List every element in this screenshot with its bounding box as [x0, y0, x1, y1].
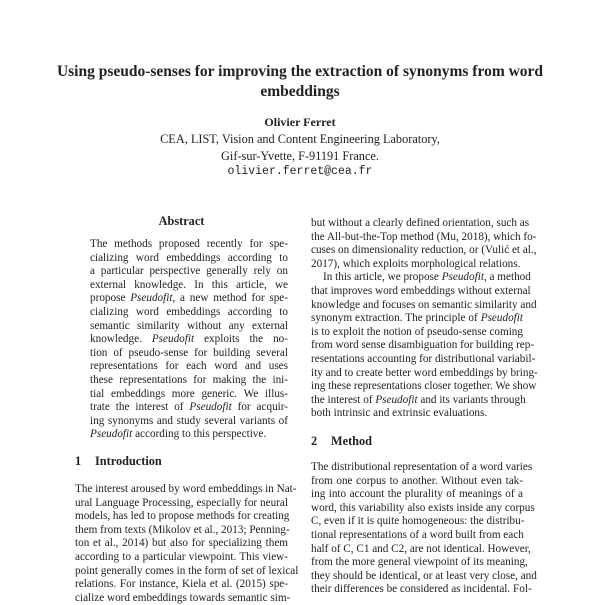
text-line: ing synonyms and study several variants of: [90, 414, 288, 427]
text-line: ing into account the plurality of meanings of a: [311, 488, 523, 501]
text-line: they should be identical, or at least very close, and: [311, 569, 537, 582]
affiliation: [0, 131, 600, 181]
text-line: tial embeddings more generic. We illus-: [90, 387, 288, 400]
text-line: is to exploit the notion of pseudo-sense coming: [311, 325, 523, 338]
author-email: olivier.ferret@cea.fr: [227, 165, 373, 178]
text-line: them from texts (Mikolov et al., 2013; Penning-: [75, 523, 290, 536]
text-line: ural Language Processing, especially for neural: [75, 496, 288, 509]
text-line: cializing word embeddings according to: [90, 305, 288, 318]
text-line: In this article, we propose Pseudofit, a method: [323, 271, 531, 284]
text-line: C, even if it is quite homogeneous: the distribu-: [311, 515, 525, 528]
affiliation-line: CEA, LIST, Vision and Content Engineering Laboratory,: [160, 132, 440, 146]
text-line: ton et al., 2014) but also for specializing them: [75, 537, 288, 550]
text-line: from one corpus to another. Without even tak-: [311, 474, 523, 487]
text-line: but without a clearly defined orientation, such as: [311, 217, 530, 229]
text-line: resentations accounting for distributional variabil-: [311, 352, 536, 365]
text-line: ing these representations closer together. We show: [311, 380, 537, 393]
method-heading: [311, 434, 372, 449]
text-line: 2017), which exploits morphological relations.: [311, 257, 521, 270]
text-line: Pseudofit according to this perspective.: [90, 428, 267, 441]
text-line: The distributional representation of a word varies: [311, 461, 533, 473]
affiliation-line: Gif-sur-Yvette, F-91191 France.: [221, 148, 379, 163]
text-line: cialize word embeddings towards semantic sim-: [75, 591, 291, 604]
text-line: tional representations of a word built from each: [311, 528, 524, 541]
right-column-intro-body: [311, 217, 538, 421]
text-line: knowledge. Pseudofit exploits the no-: [90, 333, 288, 346]
text-line: both intrinsic and extrinsic evaluations.: [311, 407, 488, 420]
text-line: the All-but-the-Top method (Mu, 2018), which fo-: [311, 230, 537, 243]
abstract-body: [90, 238, 288, 442]
introduction-body: [75, 483, 299, 605]
text-line: knowledge and focuses on semantic similarity and: [311, 298, 537, 311]
title-line: embeddings: [260, 83, 340, 100]
text-line: word, this variability also exists inside any corpus: [311, 501, 535, 514]
text-line: these representations for making the ini-: [90, 373, 288, 386]
text-line: The methods proposed recently for spe-: [90, 238, 288, 250]
section-title: Method: [331, 434, 372, 448]
section-title: Introduction: [95, 454, 162, 468]
text-line: propose Pseudofit, a new method for spe-: [90, 292, 288, 305]
text-line: that improves word embeddings without external: [311, 284, 531, 297]
text-line: semantic similarity without any external: [90, 319, 288, 332]
paper-title: [0, 62, 600, 102]
text-line: representations for each word and uses: [90, 360, 288, 373]
section-number: 1: [75, 454, 82, 468]
text-line: a particular perspective generally rely on: [90, 265, 288, 278]
text-line: the interest of Pseudofit and its variants through: [311, 393, 526, 406]
text-line: cializing word embeddings according to: [90, 251, 288, 264]
text-line: external knowledge. In this article, we: [90, 278, 288, 291]
text-line: trate the interest of Pseudofit for acquir-: [90, 401, 288, 414]
text-line: from word sense disambiguation for building rep-: [311, 339, 535, 352]
abstract-heading: Abstract: [158, 214, 205, 228]
text-line: point generally comes in the form of set of lexical: [75, 564, 299, 577]
text-line: tion of pseudo-sense for building several: [90, 346, 288, 359]
text-line: The interest aroused by word embeddings in Nat-: [75, 483, 297, 495]
text-line: relations. For instance, Kiela et al. (2015) spe-: [75, 578, 288, 591]
text-line: cuses on dimensionality reduction, or (Vulić et al.,: [311, 244, 537, 257]
text-line: models, has led to propose methods for creating: [75, 510, 290, 523]
text-line: their differences be considered as incidental. Fol-: [311, 583, 532, 596]
text-line: half of C, C1 and C2, are not identical. However,: [311, 542, 531, 555]
method-body: [311, 461, 537, 597]
text-line: synonym extraction. The principle of Pseudofit: [311, 312, 523, 325]
text-line: according to a particular viewpoint. This view-: [75, 550, 288, 563]
author-name: Olivier Ferret: [264, 115, 336, 129]
title-line: Using pseudo-senses for improving the extraction of synonyms from word: [56, 63, 544, 80]
text-line: from the more general viewpoint of its meaning,: [311, 556, 528, 569]
introduction-heading: [75, 454, 162, 469]
section-number: 2: [311, 434, 318, 448]
text-line: ity and to create better word embeddings by bring-: [311, 366, 538, 379]
